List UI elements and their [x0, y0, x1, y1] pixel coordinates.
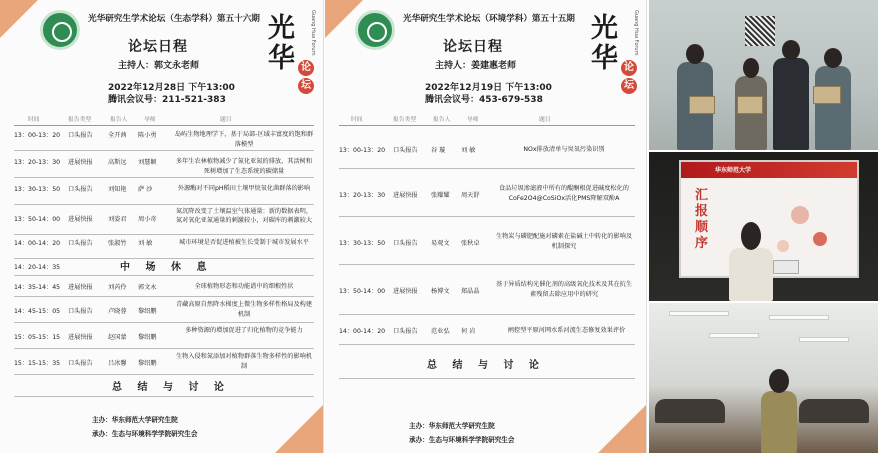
meeting-id: 腾讯会议号：211-521-383 [108, 95, 226, 105]
row-speaker: 刘知艳 [108, 186, 127, 193]
row-advisor: 萨 沙 [138, 186, 153, 193]
undertaker: 承办：生态与环境科学学院研究生会 [92, 430, 198, 438]
row-type: 口头报告 [68, 240, 93, 247]
undertaker: 承办：生态与环境科学学院研究生会 [409, 436, 515, 444]
certificate [813, 86, 841, 104]
speaker-head [769, 369, 789, 393]
row-time: 13：20-13：30 [339, 192, 386, 199]
forum-series: 光华研究生学术论坛（生态学科）第五十六期 [88, 14, 260, 24]
row-topic: 生物炭与磷肥配施对磷素在盐碱土中转化的影响及机制探究 [495, 233, 633, 250]
row-speaker: 吕冰馨 [108, 360, 127, 367]
row-speaker: 刘姿君 [108, 216, 127, 223]
row-speaker: 张耀耀 [431, 192, 450, 199]
row-topic: 食品垃圾渗滤液中所有的醌酮根促进碱度松化的CoFe2O4@CoSiOx活化PMS降解双酚A [499, 185, 629, 202]
page-title: 论坛日程 [128, 39, 188, 55]
header-topic: 题目 [539, 117, 551, 123]
seal-stamp-icon: 论 [298, 60, 314, 76]
presenter-head [741, 222, 761, 250]
row-topic: 基于异质结构光催化剂的高级氧化技术及其在抗生素残留去除应用中的研究 [495, 281, 633, 298]
brand-mark [591, 10, 639, 96]
slide-decoration [813, 232, 827, 246]
date-time: 2022年12月19日 下午13:00 [425, 83, 552, 93]
header-speaker: 报告人 [110, 117, 128, 123]
divider [14, 275, 314, 276]
divider [339, 378, 635, 379]
header-time: 时间 [351, 117, 363, 123]
row-time: 14：00-14：20 [339, 328, 386, 335]
row-type: 进展快报 [68, 216, 93, 223]
row-type: 口头报告 [68, 186, 93, 193]
row-speaker: 高斯远 [108, 159, 127, 166]
row-advisor: 黎绍鹏 [138, 334, 157, 341]
organizer: 主办：华东师范大学研究生院 [409, 422, 495, 430]
row-topic: 青藏高原自然降水梯度上微生物多样性格局及构建机制 [175, 301, 313, 318]
divider [14, 234, 314, 235]
ceiling-light [669, 311, 729, 316]
row-advisor: 郑晶晶 [461, 288, 480, 295]
speaker [761, 391, 797, 453]
presenter [729, 248, 773, 301]
row-topic: NOx排放清单与臭氧污染识别 [523, 146, 605, 153]
row-topic: 多种资源的增加促进了归化植物的竞争能力 [185, 327, 303, 334]
header-type: 报告类型 [393, 117, 417, 123]
divider [14, 296, 314, 297]
row-time: 13：30-13：50 [14, 186, 61, 193]
forum-series: 光华研究生学术论坛（环境学科）第五十五期 [403, 14, 575, 24]
row-topic: 全球植物形态和功能谱中的细根性状 [194, 283, 294, 290]
date-time: 2022年12月28日 下午13:00 [108, 83, 235, 93]
row-topic: 城市环境是否促进植被生长受制于城市发展水平 [179, 239, 309, 246]
row-speaker: 全开茜 [108, 132, 127, 139]
row-advisor: 刘 敏 [461, 147, 476, 154]
classroom-photo [649, 303, 878, 453]
slide-header-bar [681, 162, 857, 178]
corner-decoration [0, 0, 38, 38]
row-type: 口头报告 [393, 240, 418, 247]
row-advisor: 何 岩 [461, 328, 476, 335]
summary-label: 总 结 与 讨 论 [427, 360, 545, 371]
meeting-id: 腾讯会议号：453-679-538 [425, 95, 543, 105]
corner-decoration [598, 405, 646, 453]
slide-decoration [791, 206, 809, 224]
person-head [782, 40, 800, 60]
row-speaker: 易观文 [431, 240, 450, 247]
row-time: 15：05-15：15 [14, 334, 61, 341]
brand-english: Guang Hua Forum [633, 10, 639, 56]
divider [14, 348, 314, 349]
divider [14, 396, 314, 397]
row-topic: 多年生农林植物减少了氮化亚氮的排放，其活树和死树增加了生态系统的碳储量 [175, 158, 313, 175]
row-type: 口头报告 [393, 147, 418, 154]
divider [14, 374, 314, 375]
presentation-photo [649, 152, 878, 301]
row-time: 14：35-14：45 [14, 284, 61, 291]
header-advisor: 导师 [144, 117, 156, 123]
row-topic: 生物入侵和氮添加对植物群落生物多样性的影响机制 [175, 353, 313, 370]
person-head [743, 58, 759, 78]
row-type: 口头报告 [393, 328, 418, 335]
slide-university: 华东师范大学 [715, 167, 752, 174]
brand-english: Guang Hua Forum [310, 10, 316, 56]
person [773, 58, 809, 150]
row-topic: 氮沉降改变了土壤温室气体通量：新的数据表明，氮对氧化亚氮通量的刺激较小，对碳库的刺激较大 [175, 208, 313, 224]
row-topic: 闸控型平原河网水系河流生态修复效果评价 [507, 327, 626, 334]
award-group-photo [649, 0, 878, 150]
row-type: 口头报告 [68, 132, 93, 139]
row-type: 进展快报 [68, 159, 93, 166]
header-type: 报告类型 [68, 117, 92, 123]
divider [339, 125, 635, 126]
row-advisor: 刘慧颖 [138, 159, 157, 166]
divider [339, 314, 635, 315]
row-speaker: 范业弘 [431, 328, 450, 335]
row-advisor: 刘 敏 [138, 240, 153, 247]
forum-poster-environment [325, 0, 647, 453]
row-type: 进展快报 [393, 288, 418, 295]
divider [14, 150, 314, 151]
header-speaker: 报告人 [433, 117, 451, 123]
row-speaker: 张淑竹 [108, 240, 127, 247]
row-topic: 岛屿生物地理学下，基于局部-区域丰富度的饱和群落模型 [174, 131, 314, 148]
seated-audience [655, 399, 725, 423]
row-advisor: 张秋卓 [461, 240, 480, 247]
divider [14, 322, 314, 323]
divider [339, 344, 635, 345]
host: 主持人：郭文永老师 [118, 61, 200, 71]
row-type: 口头报告 [68, 308, 93, 315]
row-type: 进展快报 [68, 284, 93, 291]
ceiling-light [709, 333, 759, 338]
divider [339, 264, 635, 265]
certificate [689, 96, 715, 114]
qr-code-icon [745, 16, 775, 46]
row-speaker: 赵国蒙 [108, 334, 127, 341]
row-time: 13：30-13：50 [339, 240, 386, 247]
row-time: 13：50-14：00 [339, 288, 386, 295]
row-type: 口头报告 [68, 360, 93, 367]
divider [339, 216, 635, 217]
row-advisor: 周天舒 [461, 192, 480, 199]
seal-stamp-icon: 论 [621, 60, 637, 76]
page-title: 论坛日程 [443, 39, 503, 55]
row-advisor: 陈小勇 [138, 132, 157, 139]
header-advisor: 导师 [467, 117, 479, 123]
row-speaker: 卢晓蓉 [108, 308, 127, 315]
row-time: 13：20-13：30 [14, 159, 61, 166]
row-time: 13：50-14：00 [14, 216, 61, 223]
row-time: 15：15-15：35 [14, 360, 61, 367]
forum-poster-ecology [0, 0, 324, 453]
organizer: 主办：华东师范大学研究生院 [92, 416, 178, 424]
row-time: 13：00-13：20 [339, 147, 386, 154]
row-time: 14：00-14：20 [14, 240, 61, 247]
slide-decoration [777, 240, 789, 252]
row-advisor: 黎绍鹏 [138, 360, 157, 367]
header-time: 时间 [28, 117, 40, 123]
row-time: 14：20-14：35 [14, 264, 61, 271]
row-speaker: 谷 璇 [431, 147, 446, 154]
corner-decoration [275, 405, 323, 453]
divider [339, 168, 635, 169]
seated-audience [799, 399, 869, 423]
row-advisor: 周小奇 [138, 216, 157, 223]
person-head [686, 44, 704, 64]
row-time: 14：45-15：05 [14, 308, 61, 315]
row-speaker: 杨博文 [431, 288, 450, 295]
row-speaker: 刘芮伶 [108, 284, 127, 291]
brand-calligraphy: 光华 [268, 13, 295, 74]
person [815, 66, 851, 150]
slide-title: 汇报顺序 [695, 188, 709, 251]
break-label: 中 场 休 息 [120, 262, 213, 273]
divider [14, 177, 314, 178]
brand-calligraphy: 光华 [591, 13, 618, 74]
ceiling-light [799, 337, 849, 342]
university-logo-icon [355, 10, 395, 50]
divider [14, 204, 314, 205]
ceiling-light [769, 315, 829, 320]
seal-stamp-icon: 坛 [621, 78, 637, 94]
summary-label: 总 结 与 讨 论 [112, 382, 230, 393]
row-advisor: 郭文永 [138, 284, 157, 291]
certificate [737, 96, 763, 114]
row-type: 进展快报 [68, 334, 93, 341]
tablet-device [773, 260, 799, 274]
row-topic: 外源酶对不同pH稻田土壤甲烷氧化菌群落的影响 [177, 185, 311, 192]
seal-stamp-icon: 坛 [298, 78, 314, 94]
row-type: 进展快报 [393, 192, 418, 199]
university-logo-icon [40, 10, 80, 50]
row-advisor: 黎绍鹏 [138, 308, 157, 315]
row-time: 13：00-13：20 [14, 132, 61, 139]
host: 主持人：姜建惠老师 [435, 61, 517, 71]
divider [14, 125, 314, 126]
person-head [824, 48, 842, 68]
header-topic: 题目 [220, 117, 232, 123]
brand-mark [268, 10, 316, 96]
